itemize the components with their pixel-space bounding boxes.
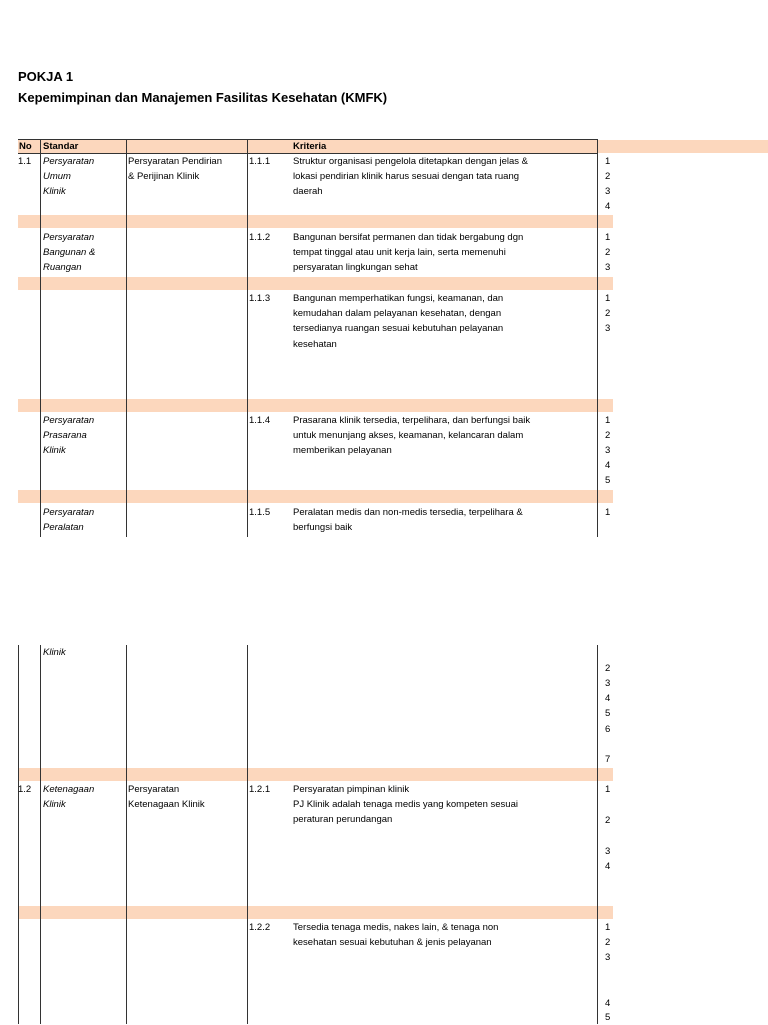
element-number: 1 [605, 156, 611, 167]
row-separator [18, 490, 613, 503]
criteria-text: Struktur organisasi pengelola ditetapkan dengan jelas & [293, 156, 529, 167]
sub-standard-label: Persyaratan [128, 784, 180, 795]
element-number: 2 [605, 171, 611, 182]
standard-label: Klinik [43, 186, 66, 197]
criteria-text: Bangunan bersifat permanen dan tidak bergabung dgn [293, 232, 524, 243]
sub-standard-label: & Perijinan Klinik [128, 171, 200, 182]
column-divider [247, 645, 248, 1024]
element-number: 1 [605, 415, 611, 426]
column-divider [597, 139, 598, 537]
criteria-text: PJ Klinik adalah tenaga medis yang kompeten sesuai [293, 799, 518, 810]
element-number: 7 [605, 754, 611, 765]
element-number: 5 [605, 1012, 611, 1023]
header-no: No [19, 141, 32, 152]
criteria-text: memberikan pelayanan [293, 445, 392, 456]
criteria-text: untuk menunjang akses, keamanan, kelancaran dalam [293, 430, 524, 441]
standard-label: Ketenagaan [43, 784, 95, 795]
element-number: 3 [605, 445, 611, 456]
criteria-text: Bangunan memperhatikan fungsi, keamanan, dan [293, 293, 504, 304]
criteria-text: Persyaratan pimpinan klinik [293, 784, 410, 795]
standard-label: Bangunan & [43, 247, 96, 258]
standard-label: Persyaratan [43, 232, 95, 243]
standard-label: Ruangan [43, 262, 82, 273]
row-separator [18, 399, 613, 412]
criteria-code: 1.1.3 [249, 293, 271, 304]
element-number: 3 [605, 952, 611, 963]
element-number: 2 [605, 308, 611, 319]
element-number: 2 [605, 937, 611, 948]
standard-label: Klinik [43, 799, 66, 810]
column-divider [126, 139, 127, 537]
header-band [18, 140, 768, 153]
element-number: 3 [605, 323, 611, 334]
element-number: 4 [605, 998, 611, 1009]
element-number: 3 [605, 846, 611, 857]
standard-label: Prasarana [43, 430, 87, 441]
element-number: 4 [605, 201, 611, 212]
doc-subtitle: Kepemimpinan dan Manajemen Fasilitas Kesehatan (KMFK) [18, 90, 388, 105]
row-separator [18, 906, 613, 919]
element-number: 4 [605, 693, 611, 704]
row-separator [18, 768, 613, 781]
criteria-text: tempat tinggal atau unit kerja lain, serta memenuhi [293, 247, 506, 258]
sub-standard-label: Persyaratan Pendirian [128, 156, 222, 167]
criteria-text: Tersedia tenaga medis, nakes lain, & tenaga non [293, 922, 499, 933]
element-number: 4 [605, 861, 611, 872]
element-number: 3 [605, 186, 611, 197]
criteria-code: 1.1.4 [249, 415, 271, 426]
element-number: 1 [605, 784, 611, 795]
criteria-code: 1.1.2 [249, 232, 271, 243]
element-number: 6 [605, 724, 611, 735]
standard-label: Klinik [43, 445, 66, 456]
criteria-text: persyaratan lingkungan sehat [293, 262, 418, 273]
standard-label: Umum [43, 171, 71, 182]
standard-label: Peralatan [43, 522, 84, 533]
criteria-text: daerah [293, 186, 323, 197]
sub-standard-label: Ketenagaan Klinik [128, 799, 205, 810]
element-number: 1 [605, 293, 611, 304]
standard-label: Klinik [43, 647, 66, 658]
criteria-text: Prasarana klinik tersedia, terpelihara, dan berfungsi baik [293, 415, 531, 426]
criteria-text: Peralatan medis dan non-medis tersedia, terpelihara & [293, 507, 523, 518]
row-separator [18, 277, 613, 290]
criteria-text: tersedianya ruangan sesuai kebutuhan pelayanan [293, 323, 504, 334]
element-number: 5 [605, 708, 611, 719]
element-number: 3 [605, 262, 611, 273]
header-standar: Standar [43, 141, 79, 152]
criteria-text: peraturan perundangan [293, 814, 393, 825]
header-kriteria: Kriteria [293, 141, 327, 152]
row-number: 1.1 [18, 156, 32, 167]
row-number: 1.2 [18, 784, 32, 795]
column-divider [40, 645, 41, 1024]
criteria-text: berfungsi baik [293, 522, 353, 533]
standard-label: Persyaratan [43, 507, 95, 518]
criteria-code: 1.1.5 [249, 507, 271, 518]
column-divider [40, 139, 41, 537]
element-number: 4 [605, 460, 611, 471]
criteria-text: lokasi pendirian klinik harus sesuai dengan tata ruang [293, 171, 520, 182]
column-divider [247, 139, 248, 537]
element-number: 1 [605, 507, 611, 518]
criteria-text: kesehatan sesuai kebutuhan & jenis pelayanan [293, 937, 492, 948]
element-number: 2 [605, 663, 611, 674]
element-number: 5 [605, 475, 611, 486]
row-separator [18, 215, 613, 228]
element-number: 1 [605, 232, 611, 243]
column-divider [126, 645, 127, 1024]
criteria-code: 1.2.2 [249, 922, 271, 933]
element-number: 3 [605, 678, 611, 689]
standard-label: Persyaratan [43, 156, 95, 167]
standard-label: Persyaratan [43, 415, 95, 426]
column-divider [597, 645, 598, 1024]
criteria-text: kemudahan dalam pelayanan kesehatan, dengan [293, 308, 502, 319]
element-number: 2 [605, 815, 611, 826]
element-number: 2 [605, 430, 611, 441]
element-number: 2 [605, 247, 611, 258]
doc-title: POKJA 1 [18, 69, 74, 84]
criteria-text: kesehatan [293, 339, 337, 350]
criteria-code: 1.1.1 [249, 156, 271, 167]
criteria-code: 1.2.1 [249, 784, 271, 795]
element-number: 1 [605, 922, 611, 933]
column-divider [18, 645, 19, 1024]
